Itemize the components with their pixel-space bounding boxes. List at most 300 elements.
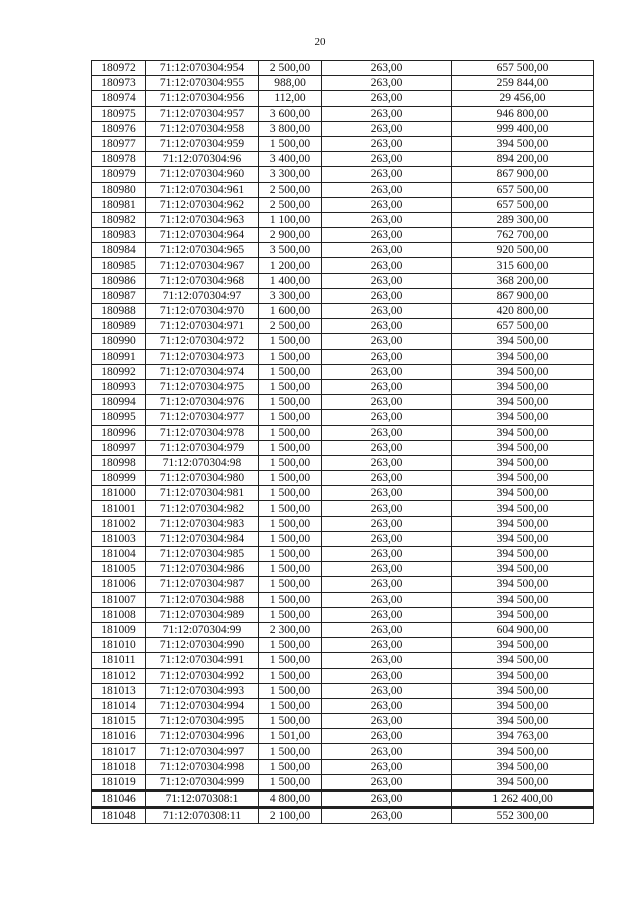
table-row: [92, 592, 594, 607]
row-number-cell: 180981: [92, 197, 146, 212]
area-cell: 4 800,00: [259, 791, 322, 808]
specific-value-cell: 263,00: [322, 136, 452, 151]
specific-value-cell: 263,00: [322, 76, 452, 91]
cadastral-number-cell: 71:12:070304:972: [146, 334, 259, 349]
area-cell: 1 500,00: [259, 607, 322, 622]
table-row: [92, 106, 594, 121]
area-cell: 2 500,00: [259, 182, 322, 197]
cadastral-number-cell: 71:12:070304:979: [146, 440, 259, 455]
area-cell: 2 900,00: [259, 228, 322, 243]
cadastral-number-cell: 71:12:070304:986: [146, 562, 259, 577]
table-row: [92, 304, 594, 319]
row-number-cell: 180982: [92, 212, 146, 227]
area-cell: 1 500,00: [259, 531, 322, 546]
row-number-cell: 181014: [92, 698, 146, 713]
row-number-cell: 180978: [92, 152, 146, 167]
specific-value-cell: 263,00: [322, 501, 452, 516]
cadastral-value-cell: 657 500,00: [452, 197, 594, 212]
cadastral-value-cell: 394 500,00: [452, 440, 594, 455]
area-cell: 1 500,00: [259, 410, 322, 425]
table-row: [92, 349, 594, 364]
area-cell: 1 500,00: [259, 547, 322, 562]
specific-value-cell: 263,00: [322, 152, 452, 167]
table-row: [92, 744, 594, 759]
cadastral-value-cell: 394 500,00: [452, 501, 594, 516]
cadastral-number-cell: 71:12:070304:962: [146, 197, 259, 212]
cadastral-number-cell: 71:12:070304:967: [146, 258, 259, 273]
area-cell: 2 500,00: [259, 319, 322, 334]
specific-value-cell: 263,00: [322, 121, 452, 136]
specific-value-cell: 263,00: [322, 349, 452, 364]
area-cell: 1 500,00: [259, 136, 322, 151]
specific-value-cell: 263,00: [322, 668, 452, 683]
specific-value-cell: 263,00: [322, 471, 452, 486]
area-cell: 1 500,00: [259, 683, 322, 698]
cadastral-number-cell: 71:12:070304:976: [146, 395, 259, 410]
row-number-cell: 180979: [92, 167, 146, 182]
table-row: [92, 759, 594, 774]
cadastral-value-cell: 394 500,00: [452, 759, 594, 774]
specific-value-cell: 263,00: [322, 319, 452, 334]
table-row: [92, 791, 594, 808]
specific-value-cell: 263,00: [322, 106, 452, 121]
specific-value-cell: 263,00: [322, 791, 452, 808]
row-number-cell: 180997: [92, 440, 146, 455]
row-number-cell: 181013: [92, 683, 146, 698]
cadastral-value-cell: 394 500,00: [452, 486, 594, 501]
row-number-cell: 180989: [92, 319, 146, 334]
specific-value-cell: 263,00: [322, 653, 452, 668]
specific-value-cell: 263,00: [322, 288, 452, 303]
table-row: [92, 455, 594, 470]
cadastral-value-cell: 394 500,00: [452, 547, 594, 562]
cadastral-number-cell: 71:12:070304:97: [146, 288, 259, 303]
area-cell: 3 800,00: [259, 121, 322, 136]
cadastral-number-cell: 71:12:070304:992: [146, 668, 259, 683]
row-number-cell: 180984: [92, 243, 146, 258]
cadastral-value-cell: 999 400,00: [452, 121, 594, 136]
table-body: [92, 61, 594, 824]
specific-value-cell: 263,00: [322, 182, 452, 197]
cadastral-value-cell: 394 500,00: [452, 638, 594, 653]
cadastral-value-cell: 259 844,00: [452, 76, 594, 91]
cadastral-number-cell: 71:12:070304:955: [146, 76, 259, 91]
specific-value-cell: 263,00: [322, 486, 452, 501]
cadastral-number-cell: 71:12:070304:974: [146, 364, 259, 379]
row-number-cell: 180977: [92, 136, 146, 151]
table-row: [92, 683, 594, 698]
table-row: [92, 273, 594, 288]
table-row: [92, 440, 594, 455]
table-row: [92, 486, 594, 501]
row-number-cell: 181003: [92, 531, 146, 546]
cadastral-number-cell: 71:12:070304:997: [146, 744, 259, 759]
specific-value-cell: 263,00: [322, 334, 452, 349]
cadastral-value-cell: 394 500,00: [452, 714, 594, 729]
cadastral-number-cell: 71:12:070304:987: [146, 577, 259, 592]
table-row: [92, 607, 594, 622]
specific-value-cell: 263,00: [322, 243, 452, 258]
cadastral-value-cell: 762 700,00: [452, 228, 594, 243]
area-cell: 1 500,00: [259, 486, 322, 501]
row-number-cell: 181016: [92, 729, 146, 744]
cadastral-value-cell: 946 800,00: [452, 106, 594, 121]
cadastral-number-cell: 71:12:070304:98: [146, 455, 259, 470]
row-number-cell: 180991: [92, 349, 146, 364]
table-row: [92, 243, 594, 258]
row-number-cell: 180996: [92, 425, 146, 440]
row-number-cell: 181005: [92, 562, 146, 577]
specific-value-cell: 263,00: [322, 531, 452, 546]
row-number-cell: 180995: [92, 410, 146, 425]
cadastral-value-cell: 867 900,00: [452, 167, 594, 182]
area-cell: 1 500,00: [259, 425, 322, 440]
area-cell: 1 500,00: [259, 364, 322, 379]
area-cell: 1 500,00: [259, 349, 322, 364]
row-number-cell: 181015: [92, 714, 146, 729]
cadastral-number-cell: 71:12:070304:980: [146, 471, 259, 486]
specific-value-cell: 263,00: [322, 547, 452, 562]
cadastral-number-cell: 71:12:070304:963: [146, 212, 259, 227]
specific-value-cell: 263,00: [322, 592, 452, 607]
row-number-cell: 181008: [92, 607, 146, 622]
table-row: [92, 501, 594, 516]
area-cell: 1 600,00: [259, 304, 322, 319]
table-row: [92, 136, 594, 151]
cadastral-number-cell: 71:12:070304:998: [146, 759, 259, 774]
area-cell: 1 500,00: [259, 395, 322, 410]
table-row: [92, 698, 594, 713]
row-number-cell: 180987: [92, 288, 146, 303]
cadastral-value-cell: 289 300,00: [452, 212, 594, 227]
row-number-cell: 180980: [92, 182, 146, 197]
row-number-cell: 181004: [92, 547, 146, 562]
specific-value-cell: 263,00: [322, 410, 452, 425]
cadastral-number-cell: 71:12:070304:96: [146, 152, 259, 167]
table-row: [92, 471, 594, 486]
specific-value-cell: 263,00: [322, 516, 452, 531]
row-number-cell: 181009: [92, 622, 146, 637]
specific-value-cell: 263,00: [322, 729, 452, 744]
row-number-cell: 181017: [92, 744, 146, 759]
specific-value-cell: 263,00: [322, 577, 452, 592]
cadastral-number-cell: 71:12:070304:956: [146, 91, 259, 106]
table-row: [92, 425, 594, 440]
area-cell: 2 300,00: [259, 622, 322, 637]
cadastral-number-cell: 71:12:070304:961: [146, 182, 259, 197]
area-cell: 1 500,00: [259, 379, 322, 394]
specific-value-cell: 263,00: [322, 91, 452, 106]
area-cell: 1 500,00: [259, 638, 322, 653]
table-row: [92, 167, 594, 182]
cadastral-number-cell: 71:12:070304:960: [146, 167, 259, 182]
cadastral-value-cell: 657 500,00: [452, 182, 594, 197]
specific-value-cell: 263,00: [322, 379, 452, 394]
cadastral-value-cell: 657 500,00: [452, 319, 594, 334]
row-number-cell: 181018: [92, 759, 146, 774]
cadastral-number-cell: 71:12:070304:959: [146, 136, 259, 151]
row-number-cell: 181046: [92, 791, 146, 808]
specific-value-cell: 263,00: [322, 197, 452, 212]
table-row: [92, 212, 594, 227]
area-cell: 1 500,00: [259, 455, 322, 470]
cadastral-value-cell: 394 500,00: [452, 744, 594, 759]
table-row: [92, 547, 594, 562]
table-row: [92, 562, 594, 577]
specific-value-cell: 263,00: [322, 744, 452, 759]
table-row: [92, 76, 594, 91]
specific-value-cell: 263,00: [322, 808, 452, 824]
area-cell: 1 500,00: [259, 471, 322, 486]
specific-value-cell: 263,00: [322, 759, 452, 774]
table-row: [92, 197, 594, 212]
area-cell: 3 300,00: [259, 167, 322, 182]
cadastral-value-cell: 394 500,00: [452, 531, 594, 546]
area-cell: 1 500,00: [259, 668, 322, 683]
area-cell: 3 600,00: [259, 106, 322, 121]
cadastral-value-cell: 657 500,00: [452, 61, 594, 76]
page-number: 20: [314, 36, 326, 48]
specific-value-cell: 263,00: [322, 212, 452, 227]
cadastral-number-cell: 71:12:070304:981: [146, 486, 259, 501]
area-cell: 1 500,00: [259, 744, 322, 759]
area-cell: 1 500,00: [259, 759, 322, 774]
area-cell: 3 300,00: [259, 288, 322, 303]
row-number-cell: 181011: [92, 653, 146, 668]
cadastral-value-cell: 394 500,00: [452, 410, 594, 425]
cadastral-number-cell: 71:12:070304:995: [146, 714, 259, 729]
cadastral-value-cell: 315 600,00: [452, 258, 594, 273]
table-row: [92, 364, 594, 379]
cadastral-value-table: [91, 60, 594, 824]
cadastral-value-cell: 368 200,00: [452, 273, 594, 288]
area-cell: 2 100,00: [259, 808, 322, 824]
row-number-cell: 180972: [92, 61, 146, 76]
row-number-cell: 180983: [92, 228, 146, 243]
specific-value-cell: 263,00: [322, 258, 452, 273]
cadastral-value-cell: 867 900,00: [452, 288, 594, 303]
table-row: [92, 152, 594, 167]
cadastral-value-cell: 394 500,00: [452, 653, 594, 668]
area-cell: 1 500,00: [259, 577, 322, 592]
specific-value-cell: 263,00: [322, 714, 452, 729]
cadastral-value-cell: 394 500,00: [452, 471, 594, 486]
cadastral-number-cell: 71:12:070304:954: [146, 61, 259, 76]
cadastral-number-cell: 71:12:070304:968: [146, 273, 259, 288]
row-number-cell: 180990: [92, 334, 146, 349]
specific-value-cell: 263,00: [322, 638, 452, 653]
cadastral-number-cell: 71:12:070308:1: [146, 791, 259, 808]
cadastral-number-cell: 71:12:070304:990: [146, 638, 259, 653]
row-number-cell: 180973: [92, 76, 146, 91]
cadastral-value-cell: 552 300,00: [452, 808, 594, 824]
table-row: [92, 121, 594, 136]
area-cell: 2 500,00: [259, 61, 322, 76]
table-row: [92, 288, 594, 303]
cadastral-number-cell: 71:12:070304:983: [146, 516, 259, 531]
table-row: [92, 714, 594, 729]
cadastral-number-cell: 71:12:070304:999: [146, 774, 259, 790]
cadastral-value-cell: 394 500,00: [452, 455, 594, 470]
row-number-cell: 181012: [92, 668, 146, 683]
cadastral-value-cell: 394 500,00: [452, 425, 594, 440]
cadastral-value-cell: 394 500,00: [452, 364, 594, 379]
cadastral-number-cell: 71:12:070304:988: [146, 592, 259, 607]
area-cell: 3 500,00: [259, 243, 322, 258]
area-cell: 1 500,00: [259, 334, 322, 349]
cadastral-value-cell: 29 456,00: [452, 91, 594, 106]
area-cell: 1 500,00: [259, 698, 322, 713]
cadastral-value-cell: 394 500,00: [452, 562, 594, 577]
cadastral-value-cell: 420 800,00: [452, 304, 594, 319]
specific-value-cell: 263,00: [322, 304, 452, 319]
row-number-cell: 181019: [92, 774, 146, 790]
cadastral-value-cell: 394 763,00: [452, 729, 594, 744]
specific-value-cell: 263,00: [322, 622, 452, 637]
row-number-cell: 180986: [92, 273, 146, 288]
cadastral-number-cell: 71:12:070308:11: [146, 808, 259, 824]
row-number-cell: 181000: [92, 486, 146, 501]
cadastral-number-cell: 71:12:070304:965: [146, 243, 259, 258]
cadastral-value-cell: 394 500,00: [452, 774, 594, 790]
cadastral-number-cell: 71:12:070304:970: [146, 304, 259, 319]
cadastral-number-cell: 71:12:070304:984: [146, 531, 259, 546]
cadastral-value-cell: 394 500,00: [452, 395, 594, 410]
area-cell: 1 100,00: [259, 212, 322, 227]
cadastral-number-cell: 71:12:070304:989: [146, 607, 259, 622]
cadastral-value-cell: 604 900,00: [452, 622, 594, 637]
table-row: [92, 258, 594, 273]
cadastral-value-cell: 394 500,00: [452, 668, 594, 683]
cadastral-value-cell: 394 500,00: [452, 592, 594, 607]
area-cell: 1 500,00: [259, 774, 322, 790]
row-number-cell: 180993: [92, 379, 146, 394]
specific-value-cell: 263,00: [322, 273, 452, 288]
cadastral-number-cell: 71:12:070304:996: [146, 729, 259, 744]
cadastral-number-cell: 71:12:070304:964: [146, 228, 259, 243]
cadastral-number-cell: 71:12:070304:99: [146, 622, 259, 637]
table-row: [92, 91, 594, 106]
table-row: [92, 334, 594, 349]
cadastral-value-cell: 394 500,00: [452, 577, 594, 592]
cadastral-number-cell: 71:12:070304:978: [146, 425, 259, 440]
specific-value-cell: 263,00: [322, 774, 452, 790]
specific-value-cell: 263,00: [322, 228, 452, 243]
specific-value-cell: 263,00: [322, 440, 452, 455]
row-number-cell: 181048: [92, 808, 146, 824]
cadastral-value-cell: 394 500,00: [452, 607, 594, 622]
cadastral-number-cell: 71:12:070304:973: [146, 349, 259, 364]
table-row: [92, 531, 594, 546]
specific-value-cell: 263,00: [322, 167, 452, 182]
row-number-cell: 180994: [92, 395, 146, 410]
area-cell: 3 400,00: [259, 152, 322, 167]
row-number-cell: 180976: [92, 121, 146, 136]
specific-value-cell: 263,00: [322, 562, 452, 577]
table-row: [92, 319, 594, 334]
specific-value-cell: 263,00: [322, 698, 452, 713]
specific-value-cell: 263,00: [322, 395, 452, 410]
row-number-cell: 180975: [92, 106, 146, 121]
area-cell: 988,00: [259, 76, 322, 91]
cadastral-number-cell: 71:12:070304:957: [146, 106, 259, 121]
cadastral-number-cell: 71:12:070304:993: [146, 683, 259, 698]
specific-value-cell: 263,00: [322, 364, 452, 379]
cadastral-value-cell: 394 500,00: [452, 516, 594, 531]
row-number-cell: 180985: [92, 258, 146, 273]
row-number-cell: 180998: [92, 455, 146, 470]
specific-value-cell: 263,00: [322, 61, 452, 76]
cadastral-number-cell: 71:12:070304:985: [146, 547, 259, 562]
row-number-cell: 180992: [92, 364, 146, 379]
table-row: [92, 774, 594, 790]
table-row: [92, 228, 594, 243]
area-cell: 1 500,00: [259, 516, 322, 531]
cadastral-value-cell: 894 200,00: [452, 152, 594, 167]
cadastral-number-cell: 71:12:070304:982: [146, 501, 259, 516]
table-row: [92, 516, 594, 531]
cadastral-value-cell: 1 262 400,00: [452, 791, 594, 808]
row-number-cell: 181010: [92, 638, 146, 653]
table-row: [92, 410, 594, 425]
table-row: [92, 729, 594, 744]
area-cell: 1 500,00: [259, 714, 322, 729]
table-row: [92, 668, 594, 683]
cadastral-value-cell: 394 500,00: [452, 379, 594, 394]
cadastral-value-cell: 920 500,00: [452, 243, 594, 258]
row-number-cell: 181007: [92, 592, 146, 607]
area-cell: 1 500,00: [259, 592, 322, 607]
row-number-cell: 181006: [92, 577, 146, 592]
table-row: [92, 395, 594, 410]
table-row: [92, 622, 594, 637]
area-cell: 1 500,00: [259, 440, 322, 455]
specific-value-cell: 263,00: [322, 425, 452, 440]
cadastral-value-cell: 394 500,00: [452, 136, 594, 151]
row-number-cell: 180974: [92, 91, 146, 106]
cadastral-number-cell: 71:12:070304:977: [146, 410, 259, 425]
area-cell: 1 500,00: [259, 501, 322, 516]
table-row: [92, 638, 594, 653]
table-row: [92, 577, 594, 592]
table-row: [92, 379, 594, 394]
table-row: [92, 808, 594, 824]
cadastral-number-cell: 71:12:070304:958: [146, 121, 259, 136]
area-cell: 2 500,00: [259, 197, 322, 212]
row-number-cell: 181001: [92, 501, 146, 516]
row-number-cell: 181002: [92, 516, 146, 531]
cadastral-number-cell: 71:12:070304:975: [146, 379, 259, 394]
area-cell: 112,00: [259, 91, 322, 106]
specific-value-cell: 263,00: [322, 683, 452, 698]
specific-value-cell: 263,00: [322, 455, 452, 470]
area-cell: 1 400,00: [259, 273, 322, 288]
area-cell: 1 200,00: [259, 258, 322, 273]
cadastral-value-cell: 394 500,00: [452, 334, 594, 349]
cadastral-number-cell: 71:12:070304:971: [146, 319, 259, 334]
cadastral-value-cell: 394 500,00: [452, 683, 594, 698]
area-cell: 1 500,00: [259, 653, 322, 668]
row-number-cell: 180988: [92, 304, 146, 319]
area-cell: 1 501,00: [259, 729, 322, 744]
cadastral-value-cell: 394 500,00: [452, 349, 594, 364]
row-number-cell: 180999: [92, 471, 146, 486]
specific-value-cell: 263,00: [322, 607, 452, 622]
table-row: [92, 653, 594, 668]
cadastral-value-cell: 394 500,00: [452, 698, 594, 713]
area-cell: 1 500,00: [259, 562, 322, 577]
table-row: [92, 61, 594, 76]
